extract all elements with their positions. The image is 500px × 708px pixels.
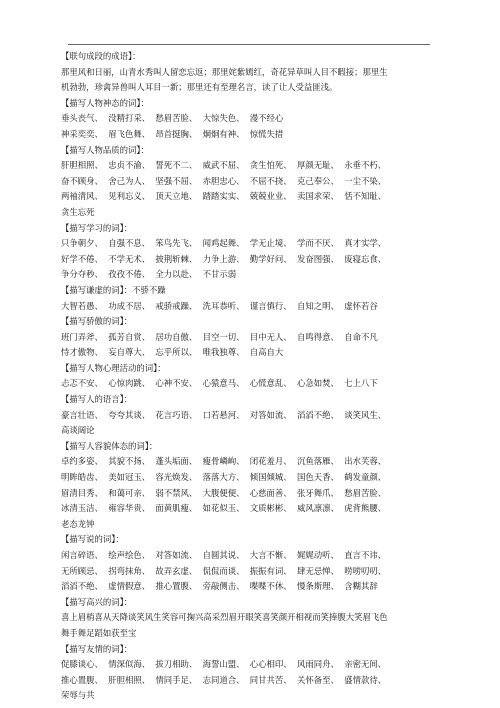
text-line: 滔滔不绝、 虚情假意、 推心置腹、 旁敲侧击、 喋喋不休、 慢条斯理、 含糊其辞 bbox=[61, 581, 378, 592]
text-line: 那里风和日丽，山青水秀叫人留恋忘返；那里姹紫嫣红，奇花异草叫人目不暇接；那里生 bbox=[61, 66, 388, 77]
section-heading: 【描写高兴的词】： bbox=[61, 596, 133, 607]
document-body bbox=[61, 49, 447, 704]
text-line: 推心置腹、 肝胆相照、 情同手足、 志同道合、 同甘共苦、 关怀备至、 盛情款待、 bbox=[61, 674, 387, 685]
text-line: 促膝谈心、 情深似海、 拔刀相助、 海誓山盟、 心心相印、 风雨同舟、 亲密无间、 bbox=[61, 659, 387, 670]
section-heading: 【描写人容貌体态的词】： bbox=[61, 440, 158, 451]
text-line: 只争朝夕、 自强不息、 笨鸟先飞、 闻鸡起舞、 学无止境、 学而不厌、 真才实学、 bbox=[61, 238, 387, 249]
section-heading: 【描写友情的词】： bbox=[61, 643, 133, 654]
section-heading: 【描写骄傲的词】： bbox=[61, 316, 133, 327]
text-line: 神采奕奕、 眉飞色舞、 昂首挺胸、 炯炯有神、 惊慌失措 bbox=[61, 128, 284, 139]
text-line: 眉清目秀、 和蔼可亲、 弱不禁风、 大腹便便、 心慈面善、 张牙舞爪、 愁眉苦脸、 bbox=[61, 487, 387, 498]
text-line: 奋不顾身、 舍己为人、 坚强不屈、 赤胆忠心、 不屈不挠、 克己奉公、 一尘不染、 bbox=[61, 175, 387, 186]
text-line: 高谈阔论 bbox=[61, 425, 95, 436]
top-divider bbox=[68, 44, 430, 45]
text-line: 豪言壮语、 夸夸其谈、 花言巧语、 口若悬河、 对答如流、 滔滔不绝、 谈笑风生、 bbox=[61, 409, 387, 420]
text-line: 垂头丧气、 没精打采、 愁眉苦脸、 大惊失色、 漫不经心 bbox=[61, 113, 284, 124]
text-line: 大智若愚、 功成不居、 戒骄戒躁、 洗耳恭听、 谨言慎行、 自知之明、 虚怀若谷 bbox=[61, 300, 378, 311]
text-line: 【联句成段的成语】： bbox=[61, 51, 141, 61]
text-line: 荣辱与共 bbox=[61, 690, 95, 701]
text-line: 两袖清风、 见利忘义、 顶天立地、 踏踏实实、 兢兢业业、 卖国求荣、 恬不知耻、 bbox=[61, 191, 387, 202]
text-line: 冰清玉洁、 雍容华贵、 面黄肌瘦、 如花似玉、 文质彬彬、 威风凛凛、 虎背熊腰、 bbox=[61, 503, 387, 514]
text-line: 班门弄斧、 孤芳自赏、 居功自傲、 目空一切、 目中无人、 自鸣得意、 自命不凡 bbox=[61, 331, 378, 342]
section-heading: 【描写学习的词】： bbox=[61, 222, 133, 233]
section-heading: 【描写人物神态的词】： bbox=[61, 97, 149, 108]
text-line: 忐忑不安、 心惊肉跳、 心神不安、 心猿意马、 心慌意乱、 心急如焚、 七上八下 bbox=[61, 378, 378, 389]
section-heading: 【描写人物品质的词】： bbox=[61, 144, 149, 155]
text-line: 恃才傲物、 妄自尊大、 忘乎所以、 唯我独尊、 自高自大 bbox=[61, 347, 284, 358]
text-line: 肝胆相照、 忠贞不渝、 誓死不二、 威武不屈、 贪生怕死、 厚颜无耻、 永垂不朽、 bbox=[61, 160, 387, 171]
text-line: 明眸皓齿、 美如冠玉、 容光焕发、 落落大方、 倾国倾城、 国色天香、 鹤发童颜、 bbox=[61, 472, 387, 483]
text-line: 舞手舞足蹈如获至宝 bbox=[61, 627, 137, 638]
text-line: 机勃勃，珍禽异兽叫人耳目一新；那里还有至理名言，读了让人受益匪浅。 bbox=[61, 82, 338, 93]
text-line: 喜上眉梢喜从天降谈笑风生笑容可掬兴高采烈眉开眼笑喜笑颜开相视而笑捧腹大笑眉飞色 bbox=[61, 612, 388, 623]
section-heading: 【描写人的语言】： bbox=[61, 394, 133, 405]
section-heading: 【描写谦虚的词】：不骄不躁 bbox=[61, 284, 166, 295]
text-line: 好学不倦、 不学无术、 披荆斩棘、 力争上游、 勤学好问、 发奋图强、 废寝忘食、 bbox=[61, 253, 387, 264]
text-line: 闲言碎语、 绘声绘色、 对答如流、 自圆其说、 大言不惭、 娓娓动听、 直言不讳、 bbox=[61, 550, 387, 560]
section-heading: 【描写人物心理活动的词】： bbox=[61, 362, 166, 373]
text-line: 贪生忘死 bbox=[61, 206, 95, 217]
section-heading: 【描写说的词】： bbox=[61, 534, 124, 545]
text-line: 争分夺秒、 孜孜不倦、 全力以赴、 不甘示弱 bbox=[61, 269, 237, 280]
text-line: 无所顾忌、 拐弯抹角、 故弄玄虚、 侃侃而谈、 振振有词、 肆无忌惮、 唠唠叨叨、 bbox=[61, 565, 387, 576]
text-line: 老态龙钟 bbox=[61, 518, 95, 529]
text-line: 卓约多姿、 其貌不扬、 蓬头垢面、 瘦骨嶙峋、 闭花羞月、 沉鱼落雁、 出水芙蓉、 bbox=[61, 456, 387, 467]
